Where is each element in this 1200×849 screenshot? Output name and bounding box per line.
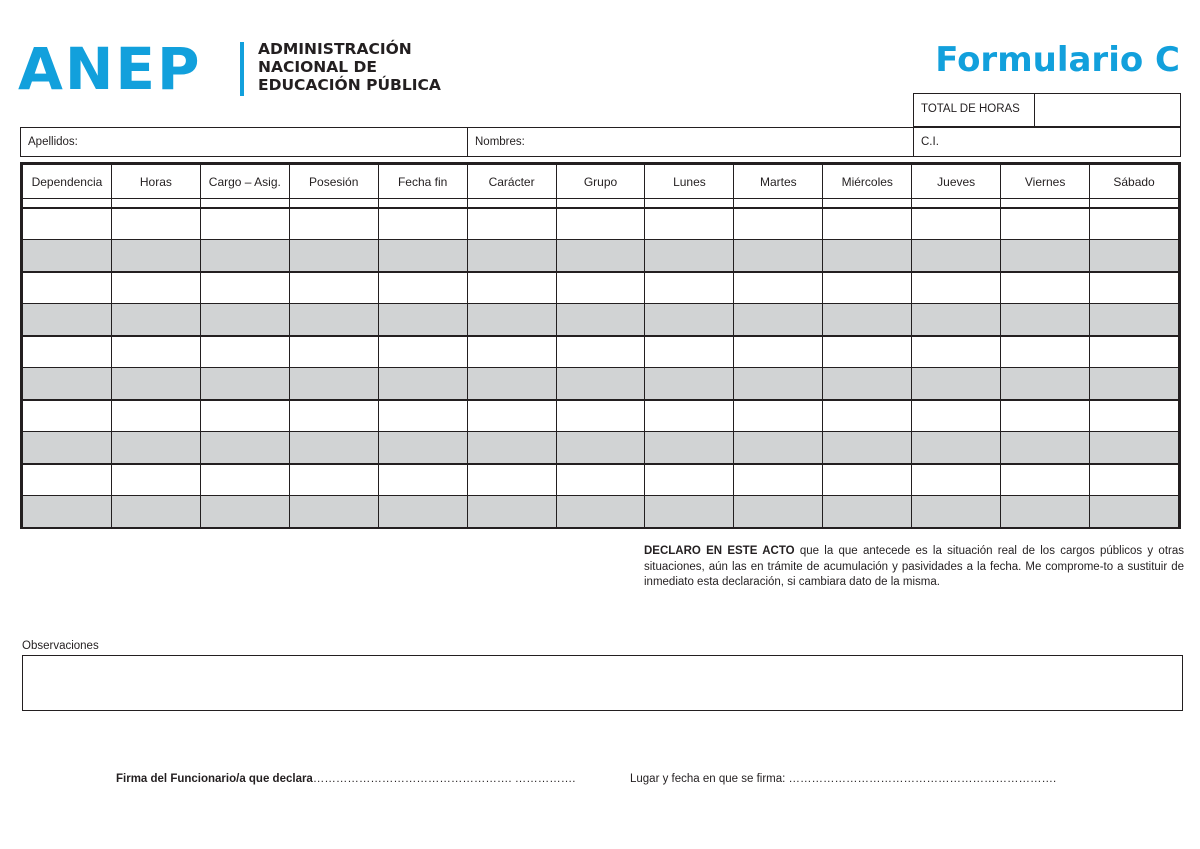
- logo-mark: ANEP: [18, 35, 202, 103]
- table-cell[interactable]: [23, 240, 112, 272]
- column-header: Grupo: [556, 165, 645, 199]
- table-cell[interactable]: [23, 336, 112, 368]
- names-label: Nombres:: [475, 136, 525, 148]
- table-cell[interactable]: [823, 240, 912, 272]
- spacer-cell: [1090, 199, 1179, 208]
- table-cell[interactable]: [1001, 464, 1090, 496]
- table-cell[interactable]: [289, 208, 378, 240]
- table-cell[interactable]: [289, 464, 378, 496]
- logo-text: [258, 40, 441, 94]
- spacer-cell: [467, 199, 556, 208]
- table-row: [23, 272, 1179, 304]
- table-cell[interactable]: [912, 496, 1001, 528]
- table-cell[interactable]: [1090, 336, 1179, 368]
- table-cell[interactable]: [1001, 496, 1090, 528]
- table-cell[interactable]: [556, 496, 645, 528]
- table-cell[interactable]: [912, 400, 1001, 432]
- table-cell[interactable]: [1001, 208, 1090, 240]
- table-cell[interactable]: [645, 432, 734, 464]
- column-header: Posesión: [289, 165, 378, 199]
- table-cell[interactable]: [289, 432, 378, 464]
- logo-text-line-2: NACIONAL DE: [258, 58, 377, 76]
- table-row: [23, 464, 1179, 496]
- form-title: Formulario C: [935, 40, 1180, 80]
- declaration-body: que la que antecede es la situación real de los cargos públicos y otras situaciones, aún las en trámite de acumulación y pasividades a la fecha. Me comprome-to a sustituir de inmediato esta declaración, si cambiara dato de la misma.: [644, 545, 1184, 588]
- spacer-cell: [734, 199, 823, 208]
- table-cell[interactable]: [1090, 432, 1179, 464]
- table-cell[interactable]: [200, 208, 289, 240]
- table-row: [23, 240, 1179, 272]
- observations-field[interactable]: [22, 655, 1183, 711]
- total-hours-field[interactable]: [1034, 93, 1181, 127]
- table-cell[interactable]: [912, 272, 1001, 304]
- table-cell[interactable]: [111, 432, 200, 464]
- table-row: [23, 368, 1179, 400]
- table-cell[interactable]: [645, 240, 734, 272]
- declaration-bold: DECLARO EN ESTE ACTO: [644, 545, 795, 557]
- signature-dots: ……………………………………………. …………….: [312, 773, 576, 785]
- table-cell[interactable]: [1001, 240, 1090, 272]
- table-cell[interactable]: [1090, 304, 1179, 336]
- table-cell[interactable]: [200, 272, 289, 304]
- table-cell[interactable]: [467, 496, 556, 528]
- surname-field[interactable]: [20, 127, 468, 157]
- table-cell[interactable]: [289, 496, 378, 528]
- table-cell[interactable]: [1090, 400, 1179, 432]
- table-cell[interactable]: [734, 464, 823, 496]
- table-cell[interactable]: [1001, 272, 1090, 304]
- table-cell[interactable]: [734, 240, 823, 272]
- table-cell[interactable]: [467, 304, 556, 336]
- table-cell[interactable]: [200, 464, 289, 496]
- table-cell[interactable]: [556, 432, 645, 464]
- table-cell[interactable]: [111, 368, 200, 400]
- table-cell[interactable]: [467, 272, 556, 304]
- table-cell[interactable]: [734, 400, 823, 432]
- table-cell[interactable]: [378, 240, 467, 272]
- table-cell[interactable]: [1001, 368, 1090, 400]
- table-cell[interactable]: [734, 272, 823, 304]
- table-cell[interactable]: [23, 368, 112, 400]
- table-cell[interactable]: [823, 336, 912, 368]
- table-cell[interactable]: [645, 336, 734, 368]
- observations-label: Observaciones: [22, 640, 99, 652]
- table-row: [23, 336, 1179, 368]
- spacer-cell: [200, 199, 289, 208]
- table-cell[interactable]: [378, 304, 467, 336]
- table-cell[interactable]: [734, 336, 823, 368]
- table-cell[interactable]: [467, 400, 556, 432]
- table-cell[interactable]: [1090, 464, 1179, 496]
- table-cell[interactable]: [645, 464, 734, 496]
- spacer-cell: [912, 199, 1001, 208]
- table-cell[interactable]: [912, 368, 1001, 400]
- table-cell[interactable]: [823, 400, 912, 432]
- table-cell[interactable]: [734, 208, 823, 240]
- table-cell[interactable]: [111, 400, 200, 432]
- table-cell[interactable]: [23, 496, 112, 528]
- positions-table: [20, 162, 1181, 529]
- table-cell[interactable]: [823, 464, 912, 496]
- table-header-row: [23, 165, 1179, 199]
- table-cell[interactable]: [467, 368, 556, 400]
- table-cell[interactable]: [467, 240, 556, 272]
- table-cell[interactable]: [1090, 208, 1179, 240]
- column-header: Martes: [734, 165, 823, 199]
- logo-text-line-3: EDUCACIÓN PÚBLICA: [258, 76, 441, 94]
- table-cell[interactable]: [200, 240, 289, 272]
- total-hours-label: TOTAL DE HORAS: [921, 103, 1020, 115]
- table-cell[interactable]: [1090, 272, 1179, 304]
- table-cell[interactable]: [556, 304, 645, 336]
- table-cell[interactable]: [467, 336, 556, 368]
- table-cell[interactable]: [200, 336, 289, 368]
- table-cell[interactable]: [823, 432, 912, 464]
- table-cell[interactable]: [378, 208, 467, 240]
- table-cell[interactable]: [289, 368, 378, 400]
- signature-label: Firma del Funcionario/a que declara: [116, 773, 313, 785]
- spacer-cell: [378, 199, 467, 208]
- table-cell[interactable]: [1090, 368, 1179, 400]
- table-cell[interactable]: [289, 304, 378, 336]
- table-cell[interactable]: [645, 496, 734, 528]
- signature-line[interactable]: [116, 773, 575, 785]
- logo-divider: [240, 42, 244, 96]
- spacer-cell: [556, 199, 645, 208]
- table-cell[interactable]: [23, 400, 112, 432]
- table-cell[interactable]: [556, 464, 645, 496]
- table-cell[interactable]: [556, 240, 645, 272]
- table-cell[interactable]: [734, 496, 823, 528]
- spacer-cell: [1001, 199, 1090, 208]
- table-cell[interactable]: [200, 432, 289, 464]
- table-cell[interactable]: [1001, 432, 1090, 464]
- table-cell[interactable]: [556, 272, 645, 304]
- table-cell[interactable]: [378, 336, 467, 368]
- table-cell[interactable]: [23, 304, 112, 336]
- spacer-cell: [23, 199, 112, 208]
- spacer-cell: [289, 199, 378, 208]
- column-header: Lunes: [645, 165, 734, 199]
- surname-label: Apellidos:: [28, 136, 78, 148]
- table-cell[interactable]: [1090, 240, 1179, 272]
- table-cell[interactable]: [645, 208, 734, 240]
- column-header: Carácter: [467, 165, 556, 199]
- table-cell[interactable]: [111, 240, 200, 272]
- table-row: [23, 208, 1179, 240]
- table-spacer-row: [23, 199, 1179, 208]
- table-cell[interactable]: [111, 272, 200, 304]
- table-cell[interactable]: [378, 368, 467, 400]
- column-header: Viernes: [1001, 165, 1090, 199]
- table-cell[interactable]: [556, 400, 645, 432]
- column-header: Cargo – Asig.: [200, 165, 289, 199]
- table-cell[interactable]: [23, 432, 112, 464]
- table-cell[interactable]: [912, 240, 1001, 272]
- table-row: [23, 496, 1179, 528]
- table-cell[interactable]: [23, 208, 112, 240]
- table-cell[interactable]: [823, 368, 912, 400]
- table-cell[interactable]: [556, 368, 645, 400]
- column-header: Miércoles: [823, 165, 912, 199]
- table-cell[interactable]: [111, 208, 200, 240]
- table-cell[interactable]: [200, 368, 289, 400]
- table-cell[interactable]: [912, 304, 1001, 336]
- table-cell[interactable]: [467, 464, 556, 496]
- table-cell[interactable]: [645, 400, 734, 432]
- table-row: [23, 304, 1179, 336]
- declaration-text: [644, 544, 1184, 591]
- table-cell[interactable]: [912, 208, 1001, 240]
- spacer-cell: [645, 199, 734, 208]
- table-cell[interactable]: [200, 304, 289, 336]
- spacer-cell: [111, 199, 200, 208]
- table-cell[interactable]: [823, 208, 912, 240]
- spacer-cell: [823, 199, 912, 208]
- table-cell[interactable]: [1001, 336, 1090, 368]
- table-cell[interactable]: [645, 272, 734, 304]
- table-cell[interactable]: [378, 400, 467, 432]
- table-cell[interactable]: [1001, 304, 1090, 336]
- table-cell[interactable]: [378, 272, 467, 304]
- place-date-line[interactable]: [630, 773, 1056, 785]
- table-cell[interactable]: [200, 496, 289, 528]
- table-cell[interactable]: [289, 336, 378, 368]
- table-cell[interactable]: [645, 304, 734, 336]
- table-cell[interactable]: [556, 208, 645, 240]
- table-cell[interactable]: [23, 464, 112, 496]
- place-date-label: Lugar y fecha en que se firma:: [630, 773, 786, 785]
- logo-text-line-1: ADMINISTRACIÓN: [258, 40, 412, 58]
- table-cell[interactable]: [556, 336, 645, 368]
- names-field[interactable]: [467, 127, 914, 157]
- table-cell[interactable]: [912, 336, 1001, 368]
- column-header: Dependencia: [23, 165, 112, 199]
- table-cell[interactable]: [823, 272, 912, 304]
- column-header: Horas: [111, 165, 200, 199]
- table-cell[interactable]: [912, 432, 1001, 464]
- table-cell[interactable]: [734, 368, 823, 400]
- ci-field[interactable]: [913, 127, 1181, 157]
- table-cell[interactable]: [23, 272, 112, 304]
- ci-label: C.I.: [921, 136, 939, 148]
- table-cell[interactable]: [111, 304, 200, 336]
- table-cell[interactable]: [378, 432, 467, 464]
- table-cell[interactable]: [823, 496, 912, 528]
- table-cell[interactable]: [645, 368, 734, 400]
- table-cell[interactable]: [1001, 400, 1090, 432]
- column-header: Fecha fin: [378, 165, 467, 199]
- table-cell[interactable]: [111, 336, 200, 368]
- table-cell[interactable]: [378, 464, 467, 496]
- table-cell[interactable]: [111, 464, 200, 496]
- table-cell[interactable]: [289, 272, 378, 304]
- table-cell[interactable]: [378, 496, 467, 528]
- table-cell[interactable]: [200, 400, 289, 432]
- table-cell[interactable]: [823, 304, 912, 336]
- table-row: [23, 400, 1179, 432]
- place-date-dots: …………………………………………………………….: [785, 773, 1057, 785]
- table-cell[interactable]: [912, 464, 1001, 496]
- table-cell[interactable]: [467, 208, 556, 240]
- column-header: Sábado: [1090, 165, 1179, 199]
- table-cell[interactable]: [289, 240, 378, 272]
- table-cell[interactable]: [734, 304, 823, 336]
- table-cell[interactable]: [467, 432, 556, 464]
- table-cell[interactable]: [734, 432, 823, 464]
- table-cell[interactable]: [289, 400, 378, 432]
- table-cell[interactable]: [111, 496, 200, 528]
- table-row: [23, 432, 1179, 464]
- table-cell[interactable]: [1090, 496, 1179, 528]
- column-header: Jueves: [912, 165, 1001, 199]
